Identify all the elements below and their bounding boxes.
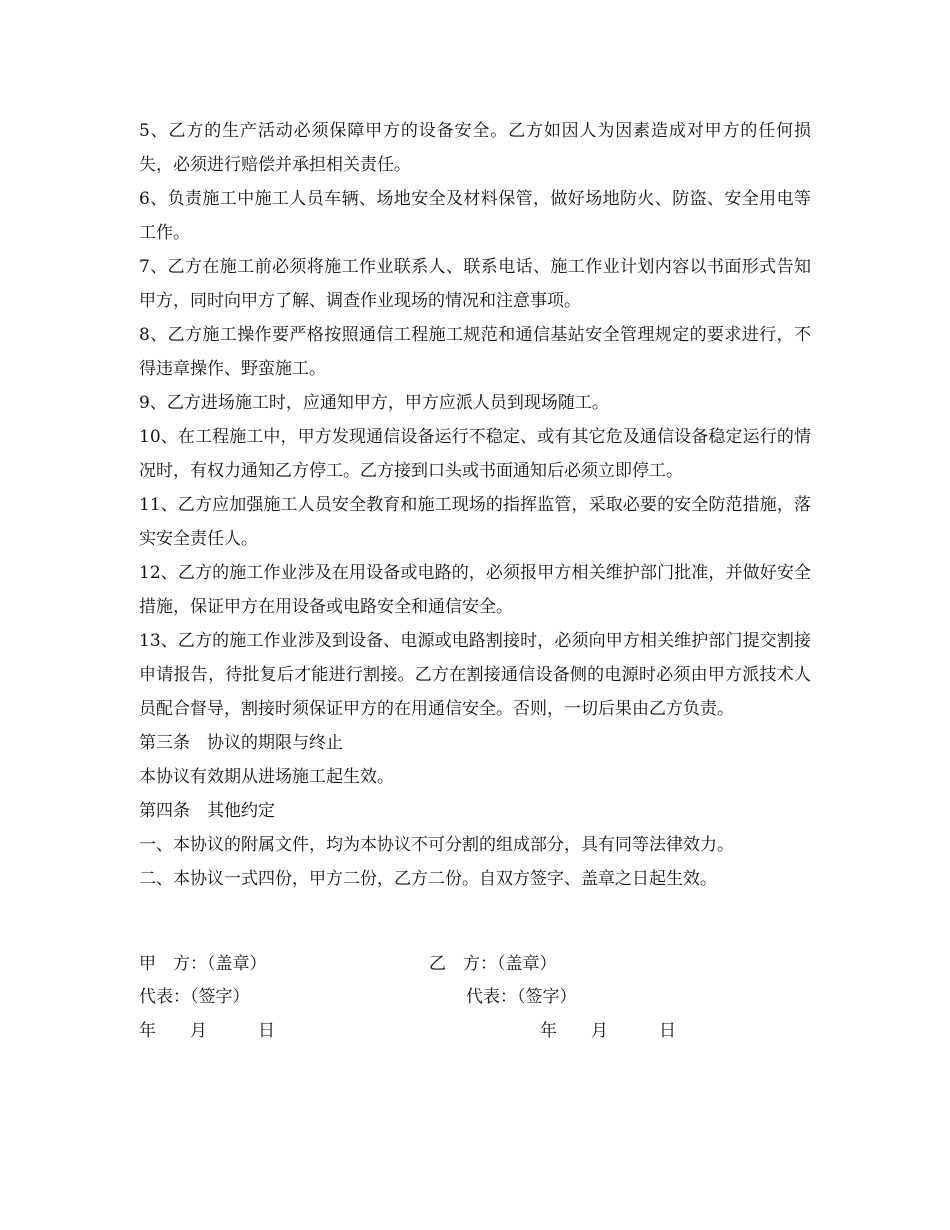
agreement-body [139, 114, 811, 896]
clause-5: 5、乙方的生产活动必须保障甲方的设备安全。乙方如因人为因素造成对甲方的任何损失，必须进行赔偿并承担相关责任。 [139, 121, 811, 175]
clause-8: 8、乙方施工操作要严格按照通信工程施工规范和通信基站安全管理规定的要求进行，不得违章操作、野蛮施工。 [139, 325, 811, 379]
party-b-seal: 乙 方：（盖章） [429, 954, 557, 974]
clause-13: 13、乙方的施工作业涉及到设备、电源或电路割接时，必须向甲方相关维护部门提交割接申请报告，待批复后才能进行割接。乙方在割接通信设备侧的电源时必须由甲方派技术人员配合督导，割接时须保证甲方的在用通信安全。否则，一切后果由乙方负责。 [139, 631, 811, 719]
article-3-text: 本协议有效期从进场施工起生效。 [139, 767, 394, 787]
article-3-heading: 第三条 协议的期限与终止 [139, 733, 343, 753]
article-4-item-2: 二、本协议一式四份，甲方二份，乙方二份。自双方签字、盖章之日起生效。 [139, 869, 717, 889]
party-a-date: 年 月 日 [139, 1021, 275, 1041]
clause-9: 9、乙方进场施工时，应通知甲方，甲方应派人员到现场随工。 [139, 393, 609, 413]
article-4-item-1: 一、本协议的附属文件，均为本协议不可分割的组成部分，具有同等法律效力。 [139, 835, 734, 855]
clause-11: 11、乙方应加强施工人员安全教育和施工现场的指挥监管，采取必要的安全防范措施，落实安全责任人。 [139, 495, 811, 549]
party-b-representative: 代表：（签字） [466, 987, 577, 1007]
clause-10: 10、在工程施工中，甲方发现通信设备运行不稳定、或有其它危及通信设备稳定运行的情况时，有权力通知乙方停工。乙方接到口头或书面通知后必须立即停工。 [139, 427, 811, 481]
clause-12: 12、乙方的施工作业涉及在用设备或电路的，必须报甲方相关维护部门批准，并做好安全措施，保证甲方在用设备或电路安全和通信安全。 [139, 563, 811, 617]
article-4-heading: 第四条 其他约定 [139, 801, 275, 821]
party-b-date: 年 月 日 [540, 1021, 676, 1041]
party-a-seal: 甲 方：（盖章） [139, 954, 267, 974]
clause-6: 6、负责施工中施工人员车辆、场地安全及材料保管，做好场地防火、防盗、安全用电等工作。 [139, 189, 811, 243]
party-a-representative: 代表：（签字） [139, 987, 250, 1007]
clause-7: 7、乙方在施工前必须将施工作业联系人、联系电话、施工作业计划内容以书面形式告知甲方，同时向甲方了解、调查作业现场的情况和注意事项。 [139, 257, 811, 311]
